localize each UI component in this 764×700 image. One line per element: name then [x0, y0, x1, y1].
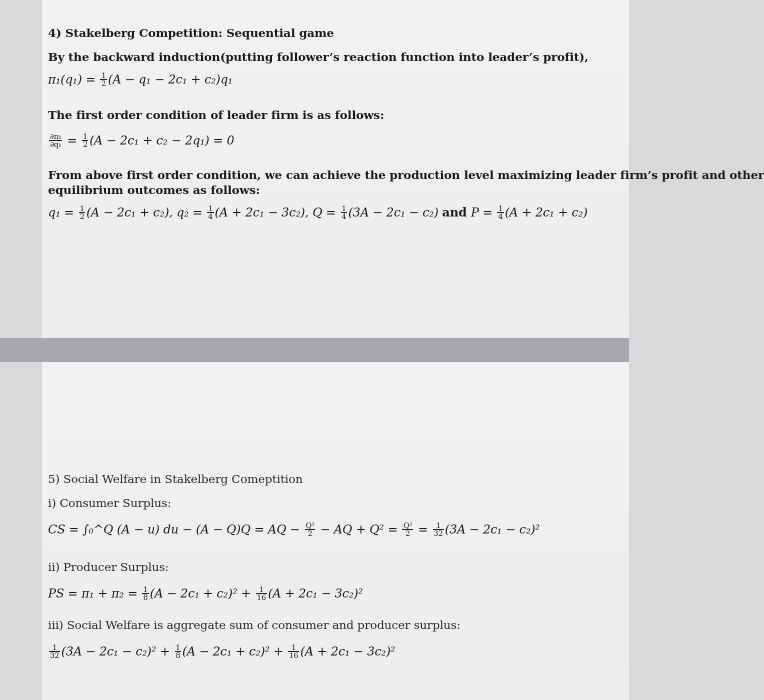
q1-fraction: $\frac{1}{2}$: [79, 204, 85, 222]
section4-heading: 4) Stakelberg Competition: Sequential game: [48, 26, 334, 40]
equilibrium-outcomes: q₁ = $\frac{1}{2}$ (A − 2c₁ + c₂), q₂ = $\frac{1}{4}$ (A + 2c₁ − 3c₂), Q = $\frac{1}{4}$ (3A − 2c₁ − c₂) and P = $\frac{1}{4}$ (A + 2c₁ + c₂): [48, 204, 588, 222]
profit-fraction: $\frac{1}{2}$: [101, 71, 106, 89]
foc-intro: The first order condition of leader firm is as follows:: [48, 108, 385, 122]
Q-fraction: $\frac{1}{4}$: [341, 204, 347, 222]
foc-rhs: (A − 2c₁ + c₂ − 2q₁) = 0: [89, 133, 235, 148]
social-welfare-title: iii) Social Welfare is aggregate sum of consumer and producer surplus:: [48, 618, 461, 632]
profit-rhs: (A − q₁ − 2c₁ + c₂)q₁: [107, 72, 233, 87]
leader-profit-equation: [48, 72, 233, 88]
cs-fraction-1: $\frac{\text{Q²}}{2}$: [305, 521, 315, 539]
social-welfare-equation: $\frac{1}{32}$ (3A − 2c₁ − c₂)² + $\frac{1}{8}$ (A − 2c₁ + c₂)² + $\frac{1}{16}$ (A + 2c₁ − 3c₂)²: [50, 643, 396, 661]
separator-band: [0, 338, 629, 362]
profit-lhs: π₁(q₁) =: [48, 72, 100, 87]
foc-derivative: $\frac{\text{∂π₁}}{\text{∂q₁}}$: [50, 132, 62, 150]
ps-fraction-1: $\frac{1}{8}$: [143, 585, 148, 603]
sw-fraction-1: $\frac{1}{32}$: [50, 643, 60, 661]
foc-equation: $\frac{\text{∂π₁}}{\text{∂q₁}}$ = $\frac{1}{2}$ (A − 2c₁ + c₂ − 2q₁) = 0: [50, 132, 235, 150]
foc-fraction: $\frac{1}{2}$: [82, 132, 88, 150]
sw-fraction-2: $\frac{1}{8}$: [175, 643, 181, 661]
result-text-line1: From above first order condition, we can achieve the production level maximizing leader firm’s profit and other: [48, 168, 764, 182]
section5-heading: 5) Social Welfare in Stakelberg Comeptition: [48, 472, 303, 486]
result-text-line2: equilibrium outcomes as follows:: [48, 183, 260, 197]
sw-fraction-3: $\frac{1}{16}$: [289, 643, 299, 661]
consumer-surplus-title: i) Consumer Surplus:: [48, 496, 172, 510]
q2-fraction: $\frac{1}{4}$: [208, 204, 213, 222]
cs-fraction-3: $\frac{1}{32}$: [433, 521, 443, 539]
producer-surplus-equation: PS = π₁ + π₂ = $\frac{1}{8}$ (A − 2c₁ + c₂)² + $\frac{1}{16}$ (A + 2c₁ − 3c₂)²: [48, 585, 363, 603]
ps-fraction-2: $\frac{1}{16}$: [256, 585, 266, 603]
cs-fraction-2: $\frac{\text{Q²}}{2}$: [403, 521, 413, 539]
producer-surplus-title: ii) Producer Surplus:: [48, 560, 169, 574]
P-fraction: $\frac{1}{4}$: [498, 204, 503, 222]
section4-intro: By the backward induction(putting follower’s reaction function into leader’s profit),: [48, 50, 589, 64]
consumer-surplus-equation: CS = ∫₀^Q (A − u) du − (A − Q)Q = AQ − $\frac{\text{Q²}}{2}$ − AQ + Q² = $\frac{\text{Q²}}{2}$ = $\frac{1}{32}$ (3A − 2c₁ − c₂)²: [48, 521, 540, 539]
